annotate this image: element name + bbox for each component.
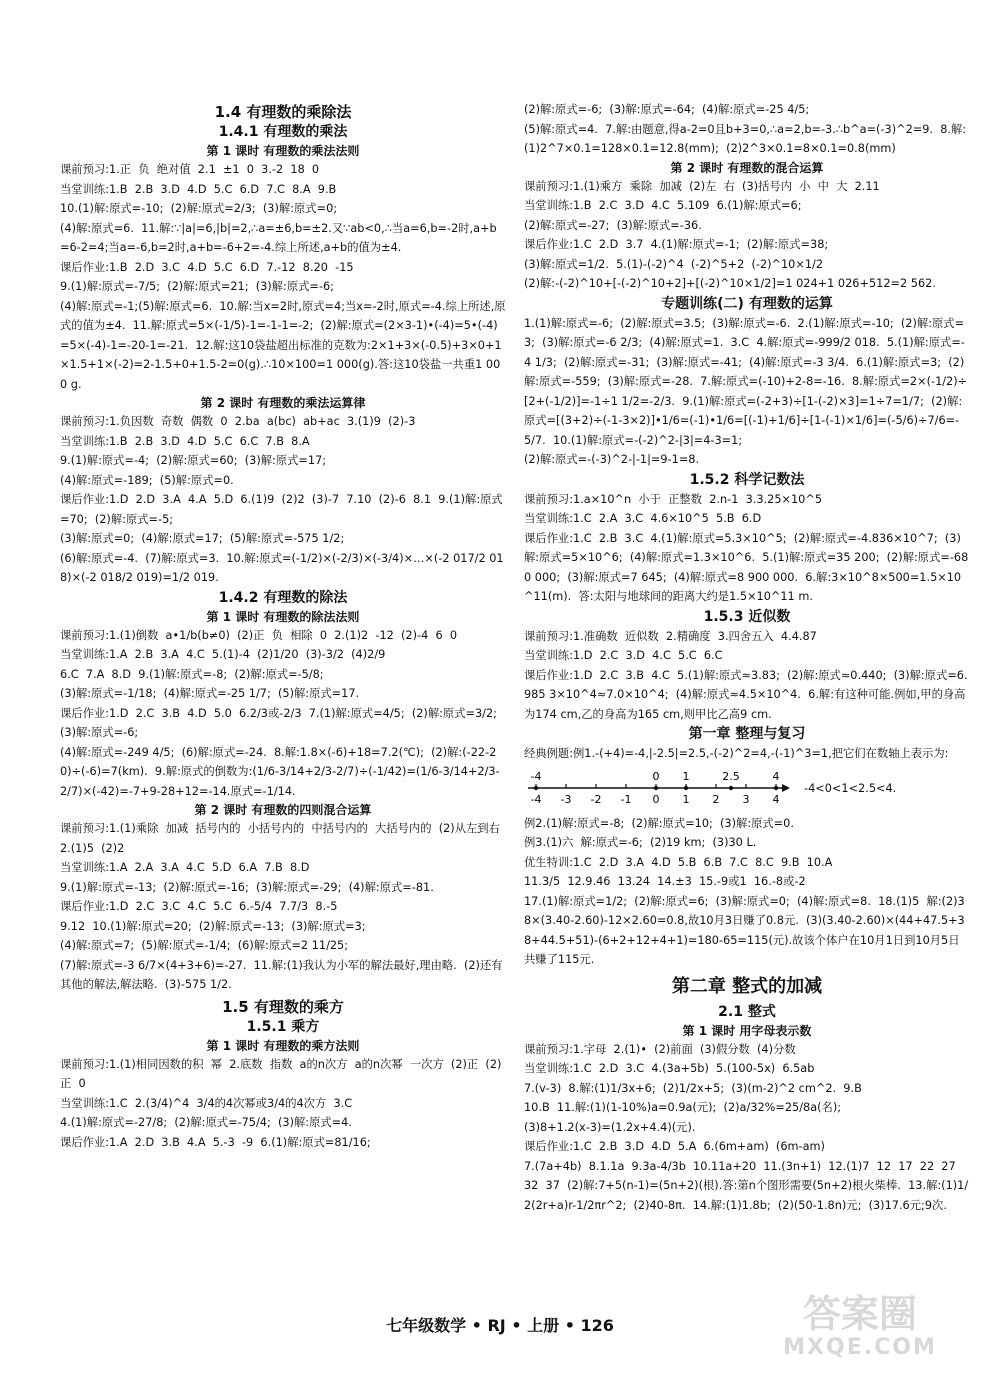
answer-line: 当堂训练:1.D 2.C 3.D 4.C 5.C 6.C [524, 649, 723, 662]
number-line-tick-label: 2 [712, 792, 720, 806]
number-line-tick-label: 4 [772, 792, 780, 806]
answer-line: 7.(v-3) 8.解:(1)1/3x+6; (2)1/2x+5; (3)(m-2)^2 cm^2. 9.B [524, 1081, 862, 1095]
number-line-point [774, 785, 778, 789]
number-line-tick-label: -1 [620, 792, 632, 806]
answer-line: 优生特训:1.C 2.D 3.A 4.D 5.B 6.B 7.C 8.C 9.B 10.A [524, 855, 833, 869]
answer-line: (2)解:-(-2)^10+[-(-2)^10+2]+[(-2)^10×1/2]=1 024+1 026+512=2 562. [524, 277, 936, 290]
chapter-heading: 第二章 整式的加减 [671, 975, 823, 997]
answer-line: 课前预习:1.a×10^n 小于 正整数 2.n-1 3.3.25×10^5 [524, 492, 823, 506]
answer-line: 1.(1)解:原式=-6; (2)解:原式=3.5; (3)解:原式=-6. 2.(1)解:原式=-10; (2)解:原式=3; (3)解:原式=-6 2/3; (4)解:原式=1. 3.C 4.解:原式=-999/2 018. 5.(1)解:原式=-4 1/3; (2)解:原式=-31; (3)解:原式=-41; (4)解:原式=-3 3/4. 6.(1)解:原式=3; (2)解:原式=-559; (3)解:原式=-28. 7.解:原式=(-10)+2-8=-16. 8.解:原式=2×(-1/2)÷[2+(-1/2)]=-1÷1 1/2=-2/3. 9.(1)解:原式=(-2+3)÷[1-(-2)×3]=1÷7=1/7; (2)解:原式=[(3+2)÷(-1-3×2)]•1/6=(-1)•1/6=[(-1)+1/6]÷[1-(-1)×1/6]=(-5/6)÷7/6=-5/7. 10.(1)解:原式=-(-2)^2-|3|=4-3=1; [524, 316, 968, 447]
number-line-point-label: 0 [652, 769, 660, 783]
answer-line: 课后作业:1.D 2.C 3.B 4.C 5.(1)解:原式≈3.83; (2)解:原式≈0.440; (3)解:原式=6.985 3×10^4≈7.0×10^4; (4)解:原式≈4.5×10^4. 6.解:有这种可能.例如,甲的身高为174 cm,乙的身高为165 cm,则甲比乙高9 cm. [524, 668, 968, 721]
number-line-tick-label: 3 [742, 792, 750, 806]
answer-line: 课前预习:1.(1)乘方 乘除 加减 (2)左 右 (3)括号内 小 中 大 2.11 [524, 179, 880, 193]
number-line-point-label: 4 [772, 769, 780, 783]
answer-line: (4)解:原式=-249 4/5; (6)解:原式=-24. 8.解:1.8×(-6)+18=7.2(℃); (2)解:(-22-20)÷(-6)=7(km). 9.解:原式的倒数为:(1/6-3/14+2/3-2/7)÷(-1/42)=(1/6-3/14+2/3-2/7)×(-42)=-7+9-28+12=-14.原式=-1/14. [60, 745, 500, 798]
answer-line: 课后作业:1.D 2.C 3.C 4.C 5.C 6.-5/4 7.7/3 8.-5 [60, 900, 338, 913]
answer-line: 课前预习:1.(1)倒数 a•1/b(b≠0) (2)正 负 相除 0 2.(1)2 -12 (2)-4 6 0 [60, 628, 458, 642]
watermark-logo [760, 1292, 960, 1372]
number-line-result: -4<0<1<2.5<4. [804, 781, 897, 795]
answer-line: 课前预习:1.(1)相同因数的积 幂 2.底数 指数 a的n次方 a的n次幂 一次方 (2)正 (2)正 0 [60, 1057, 502, 1090]
subsection-heading: 1.5.3 近似数 [703, 608, 791, 625]
answer-line: 课后作业:1.C 2.D 3.7 4.(1)解:原式=-1; (2)解:原式=38; [524, 238, 829, 251]
answer-line: 课后作业:1.C 2.B 3.D 4.D 5.A 6.(6m+am) (6m-am) [524, 1140, 825, 1153]
answer-line: 7.(7a+4b) 8.1.1a 9.3a-4/3b 10.11a+20 11.(3n+1) 12.(1)7 12 17 22 27 32 37 (2)解:7+5(n-1)=(5n+2)(根).答:第n个图形需要(5n+2)根火柴棒. 13.解:(1)1/2(2r+a)r-1/2πr^2; (2)40-8π. 14.解:(1)1.8b; (2)(50-1.8n)元; (3)17.6元;9次. [524, 1159, 969, 1212]
answer-line: (6)解:原式=-4. (7)解:原式=3. 10.解:原式=(-1/2)×(-2/3)×(-3/4)×…×(-2 017/2 018)×(-2 018/2 019)=1/2 019. [60, 551, 504, 584]
answer-line: 当堂训练:1.C 2.D 3.C 4.(3a+5b) 5.(100-5x) 6.5ab [524, 1062, 815, 1075]
answer-line: 课前预习:1.负因数 奇数 偶数 0 2.ba a(bc) ab+ac 3.(1)9 (2)-3 [60, 415, 416, 428]
answer-line: 9.(1)解:原式=-13; (2)解:原式=-16; (3)解:原式=-29; (4)解:原式=-81. [60, 880, 434, 894]
page-footer: 七年级数学 • RJ • 上册 • 126 [386, 1316, 614, 1335]
answer-line: (2)解:原式=-(-3)^2-|-1|=9-1=8. [524, 453, 700, 466]
answer-line: 当堂训练:1.C 2.(3/4)^4 3/4的4次幂或3/4的4次方 3.C [60, 1096, 353, 1110]
lesson-heading: 第 1 课时 有理数的除法法则 [206, 609, 360, 624]
answer-line: (4)解:原式=-189; (5)解:原式=0. [60, 473, 234, 487]
left-column [60, 100, 506, 1215]
answer-line: 10.B 11.解:(1)(1-10%)a=0.9a(元); (2)a/32%=25/8a(名); [524, 1101, 842, 1114]
lesson-heading: 第 1 课时 有理数的乘法法则 [206, 144, 360, 158]
number-line-tick-label: 0 [652, 792, 660, 806]
lesson-heading: 第 2 课时 有理数的混合运算 [670, 160, 824, 175]
answer-line: 课前预习:1.(1)乘除 加减 括号内的 小括号内的 中括号内的 大括号内的 (2)从左到右 2.(1)5 (2)2 [60, 822, 508, 855]
subsection-heading: 1.4.2 有理数的除法 [218, 589, 348, 606]
answer-line: 4.(1)解:原式=-27/8; (2)解:原式=-75/4; (3)解:原式=4. [60, 1116, 352, 1129]
answer-line: 课前预习:1.字母 2.(1)• (2)前面 (3)假分数 (4)分数 [524, 1042, 796, 1056]
answer-line: 当堂训练:1.A 2.A 3.A 4.C 5.D 6.A 7.B 8.D [60, 861, 310, 874]
answer-line: 9.12 10.(1)解:原式=20; (2)解:原式=-13; (3)解:原式=3; [60, 919, 366, 933]
two-column-content [60, 100, 970, 1215]
number-line-tick-label: -2 [590, 792, 602, 806]
subsection-heading: 1.4.1 有理数的乘法 [218, 124, 348, 140]
number-line-point-label: 1 [682, 769, 690, 783]
answer-line: 当堂训练:1.B 2.C 3.D 4.C 5.109 6.(1)解:原式=6; [524, 199, 802, 212]
answer-line: (4)解:原式=7; (5)解:原式=-1/4; (6)解:原式=2 11/25; [60, 939, 349, 952]
answer-line: (3)8+1.2(x-3)=(1.2x+4.4)(元). [524, 1120, 696, 1134]
number-line-arrow [782, 784, 790, 792]
answer-line: 经典例题:例1.-(+4)=-4,|-2.5|=2.5,-(-2)^2=4,-(-1)^3=1,把它们在数轴上表示为: [524, 747, 949, 760]
number-line-tick-label: -4 [530, 792, 542, 806]
number-line-tick-label: -3 [560, 792, 572, 806]
answer-line: 课后作业:1.D 2.D 3.A 4.A 5.D 6.(1)9 (2)2 (3)-7 7.10 (2)-6 8.1 9.(1)解:原式=70; (2)解:原式=-5; [60, 493, 503, 526]
answer-line: 课后作业:1.A 2.D 3.B 4.A 5.-3 -9 6.(1)解:原式=81/16; [60, 1135, 371, 1149]
lesson-heading: 第 1 课时 用字母表示数 [682, 1023, 812, 1038]
answer-line: (3)解:原式=-1/18; (4)解:原式=-25 1/7; (5)解:原式=17. [60, 687, 360, 700]
answer-line: 课后作业:1.D 2.C 3.B 4.D 5.0 6.2/3或-2/3 7.(1)解:原式=4/5; (2)解:原式=3/2; (3)解:原式=-6; [60, 706, 505, 739]
answer-line: 当堂训练:1.C 2.A 3.C 4.6×10^5 5.B 6.D [524, 512, 762, 525]
watermark-url: MXQE.COM [783, 1335, 937, 1360]
answer-line: (4)解:原式=6. 11.解:∵|a|=6,|b|=2,∴a=±6,b=±2.又∵ab<0,∴当a=6,b=-2时,a+b=6-2=4;当a=-6,b=2时,a+b=-6+2=-4.综上所述,a+b的值为±4. [60, 221, 497, 254]
answer-line: 课前预习:1.正 负 绝对值 2.1 ±1 0 3.-2 18 0 [60, 163, 320, 176]
number-line-point [729, 785, 733, 789]
answer-line: (4)解:原式=-1;(5)解:原式=6. 10.解:当x=2时,原式=4;当x=-2时,原式=-4.综上所述,原式的值为±4. 11.解:原式=5×(-1/5)-1=-1-1=-2; (2)解:原式=(2×3-1)•(-4)=5•(-4)=5×(-4)-1=-20-1=-21. 12.解:这10袋盐超出标准的克数为:2×1+3×(-0.5)+3×0+1×1.5+1×(-2)=2-1.5+0+1.5-2=0(g).∴10×100=1 000(g).答:这10袋盐一共重1 000 g. [60, 299, 506, 391]
subsection-heading: 专题训练(二) 有理数的运算 [661, 295, 833, 312]
answer-line: 课前预习:1.准确数 近似数 2.精确度 3.四舍五入 4.4.87 [524, 629, 817, 643]
answer-line: 例3.(1)六 解:原式=-6; (2)19 km; (3)30 L. [524, 836, 757, 849]
answer-line: (3)解:原式=0; (4)解:原式=17; (5)解:原式=-575 1/2; [60, 532, 345, 545]
section-heading: 1.5 有理数的乘方 [222, 997, 344, 1016]
answer-line: 10.(1)解:原式=-10; (2)解:原式=2/3; (3)解:原式=0; [60, 202, 338, 215]
lesson-heading: 第 2 课时 有理数的乘法运算律 [200, 396, 366, 410]
answer-line: 11.3/5 12.9.46 13.24 14.±3 15.-9或1 16.-8或-2 [524, 875, 806, 888]
right-column [524, 100, 970, 1215]
number-line [524, 766, 794, 812]
number-line-point [684, 785, 688, 789]
answer-line: (3)解:原式=1/2. 5.(1)-(-2)^4 (-2)^5+2 (-2)^10×1/2 [524, 257, 824, 271]
answer-line: (7)解:原式=-3 6/7×(4+3+6)=-27. 11.解:(1)我认为小军的解法最好,理由略. (2)还有其他的解法,解法略. (3)-575 1/2. [60, 958, 503, 991]
answer-line: 9.(1)解:原式=-7/5; (2)解:原式=21; (3)解:原式=-6; [60, 280, 334, 293]
answer-line: 6.C 7.A 8.D 9.(1)解:原式=-8; (2)解:原式=-5/8; [60, 667, 324, 681]
number-line-point [654, 785, 658, 789]
number-line-point-label: -4 [530, 769, 542, 783]
lesson-heading: 第 2 课时 有理数的四则混合运算 [194, 803, 372, 817]
number-line-point-label: 2.5 [722, 769, 740, 783]
answer-line: 17.(1)解:原式=1/2; (2)解:原式=6; (3)解:原式=0; (4)解:原式=8. 18.(1)5 解:(2)38×(3.40-2.60)-12×2.60=0.8,故10月3日赚了0.8元. (3)(3.40-2.60)×(44+47.5+38+44.5+51)-(6+2+12+4+1)=180-65=115(元).故该个体户在10月1日到10月5日共赚了115元. [524, 894, 965, 966]
subsection-heading: 1.5.1 乘方 [246, 1018, 320, 1035]
answer-line: 当堂训练:1.B 2.B 3.D 4.D 5.C 6.C 7.B 8.A [60, 434, 310, 448]
answer-line: (5)解:原式=4. 7.解:由题意,得a-2=0且b+3=0,∴a=2,b=-3.∴b^a=(-3)^2=9. 8.解:(1)2^7×0.1=128×0.1=12.8(mm); (2)2^3×0.1=8×0.1=0.8(mm) [524, 122, 967, 155]
answer-line: (2)解:原式=-27; (3)解:原式=-36. [524, 218, 702, 232]
answer-line: 当堂训练:1.A 2.B 3.A 4.C 5.(1)-4 (2)1/20 (3)-3/2 (4)2/9 [60, 648, 386, 661]
lesson-heading: 第 1 课时 有理数的乘方法则 [206, 1038, 360, 1053]
section-heading: 1.4 有理数的乘除法 [214, 103, 352, 121]
answer-line: 9.(1)解:原式=-4; (2)解:原式=60; (3)解:原式=17; [60, 454, 327, 467]
subsection-heading: 第一章 整理与复习 [688, 726, 806, 742]
answer-line: 课后作业:1.B 2.D 3.C 4.D 5.C 6.D 7.-12 8.20 -15 [60, 260, 354, 274]
answer-line: 例2.(1)解:原式=-8; (2)解:原式=10; (3)解:原式=0. [524, 816, 794, 830]
number-line-tick-label: 1 [682, 792, 690, 806]
watermark-text: 答案圈 [802, 1292, 917, 1336]
answer-line: 当堂训练:1.B 2.B 3.D 4.D 5.C 6.D 7.C 8.A 9.B [60, 182, 337, 196]
subsection-heading: 1.5.2 科学记数法 [689, 471, 805, 488]
number-line-figure [524, 766, 970, 812]
answer-line: (2)解:原式=-6; (3)解:原式=-64; (4)解:原式=-25 4/5; [524, 103, 810, 116]
answer-line: 课后作业:1.C 2.B 3.C 4.(1)解:原式=5.3×10^5; (2)解:原式=-4.836×10^7; (3)解:原式=5×10^6; (4)解:原式=1.3×10^6. 5.(1)解:原式=35 200; (2)解:原式=-680 000; (3)解:原式=7 645; (4)解:原式=8 900 000. 6.解:3×10^8×500=1.5×10^11(m). 答:太阳与地球间的距离大约是1.5×10^11 m. [524, 531, 969, 603]
number-line-point [534, 785, 538, 789]
subsection-heading: 2.1 整式 [718, 1003, 776, 1020]
